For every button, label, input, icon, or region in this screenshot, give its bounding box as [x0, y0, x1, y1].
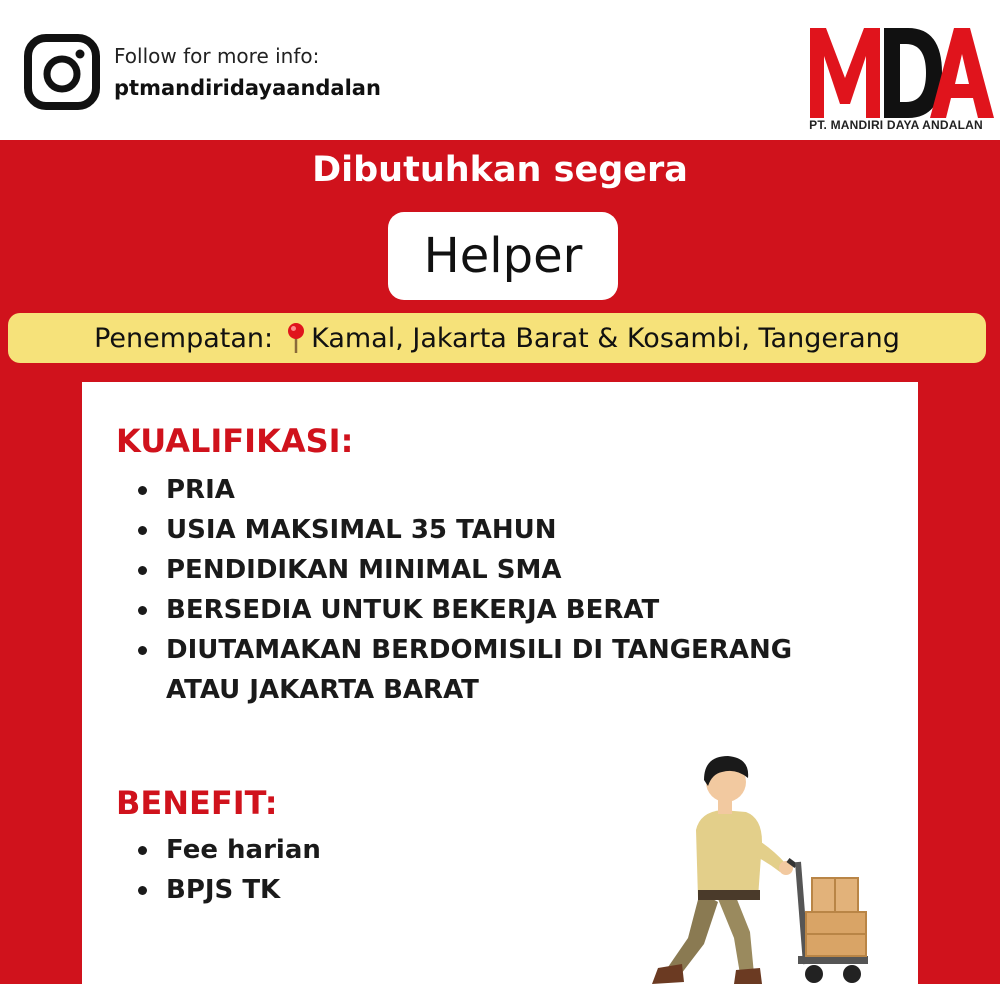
list-item: USIA MAKSIMAL 35 TAHUN: [136, 510, 856, 550]
list-item: PENDIDIKAN MINIMAL SMA: [136, 550, 856, 590]
tagline: Dibutuhkan segera: [312, 150, 688, 190]
benefits-list: [136, 830, 321, 910]
follow-label: Follow for more info:: [114, 44, 320, 68]
worker-pushing-cart-illustration: [638, 742, 868, 984]
list-item: Fee harian: [136, 830, 321, 870]
job-title-pill: [388, 212, 618, 300]
location-bar: [8, 313, 986, 363]
qualifications-heading: KUALIFIKASI:: [116, 422, 354, 460]
instagram-icon[interactable]: [24, 34, 100, 110]
instagram-handle[interactable]: ptmandiridayaandalan: [114, 76, 381, 100]
location-value: Kamal, Jakarta Barat & Kosambi, Tangerang: [311, 322, 900, 354]
qualifications-list: [136, 470, 856, 710]
logo-subtitle: PT. MANDIRI DAYA ANDALAN: [809, 118, 983, 132]
benefits-heading: BENEFIT:: [116, 784, 278, 822]
list-item: BPJS TK: [136, 870, 321, 910]
pin-icon: [285, 321, 307, 355]
list-item: PRIA: [136, 470, 856, 510]
job-title: Helper: [423, 228, 583, 284]
details-card: [82, 382, 918, 984]
list-item: DIUTAMAKAN BERDOMISILI DI TANGERANG ATAU JAKARTA BARAT: [136, 630, 856, 710]
header: [0, 0, 1000, 140]
list-item: BERSEDIA UNTUK BEKERJA BERAT: [136, 590, 856, 630]
location-label: Penempatan:: [94, 322, 274, 354]
